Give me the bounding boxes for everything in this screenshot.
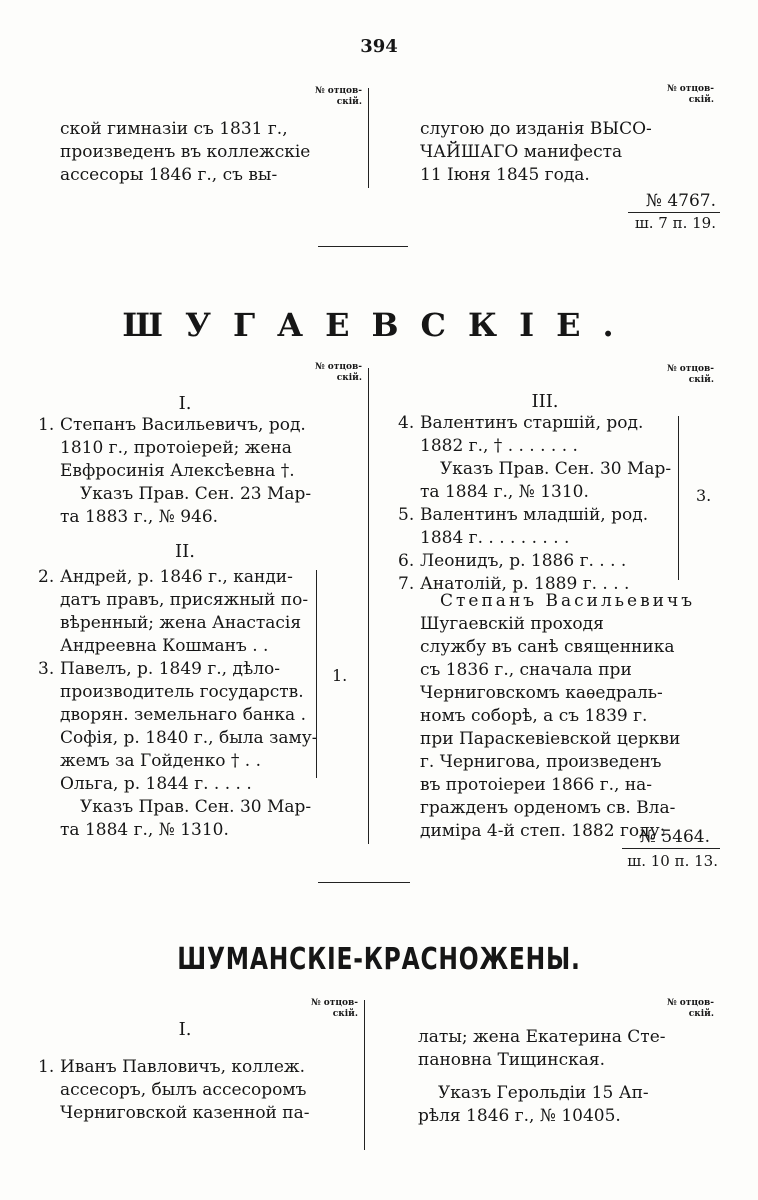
- text-line: та 1884 г., № 1310.: [420, 482, 589, 502]
- text-line: Валентинъ старшій, род.: [420, 413, 644, 433]
- text-line: при Параскевіевской церкви: [420, 729, 681, 749]
- text-line: Степанъ Васильевичъ: [440, 591, 696, 611]
- column-label-left: № отцов-скій.: [314, 362, 362, 383]
- generation-heading: III.: [531, 391, 559, 412]
- text-line: рѣля 1846 г., № 10405.: [418, 1106, 621, 1126]
- family-title: ШУМАНСКІЕ-КРАСНОЖЕНЫ.: [177, 942, 581, 977]
- column-label-left: № отцов-скій.: [314, 86, 362, 107]
- text-line: Степанъ Васильевичъ, род.: [60, 415, 306, 435]
- genealogy-entry: [38, 566, 342, 842]
- text-line: г. Чернигова, произведенъ: [420, 752, 662, 772]
- continuation-left-text: [60, 118, 310, 187]
- column-label-left: № отцов-скій.: [310, 998, 358, 1019]
- reference-rule: [622, 848, 720, 849]
- genealogy-entry-continued: [418, 1026, 666, 1128]
- text-line: слугою до изданія ВЫСО-: [420, 119, 652, 139]
- text-line: Андрей, р. 1846 г., канди-: [60, 567, 293, 587]
- text-line: Павелъ, р. 1849 г., дѣло-: [60, 659, 280, 679]
- text-line: та 1883 г., № 946.: [60, 507, 219, 527]
- entry-number: 1.: [38, 1057, 55, 1077]
- group-brace: [678, 416, 679, 580]
- section-separator: [318, 246, 408, 247]
- text-line: съ 1836 г., сначала при: [420, 660, 632, 680]
- genealogy-entry: [38, 414, 311, 529]
- entry-number: 1.: [38, 415, 55, 435]
- entry-number: 2.: [38, 567, 55, 587]
- text-line: диміра 4-й степ. 1882 году:: [420, 821, 666, 841]
- text-line: латы; жена Екатерина Сте-: [418, 1027, 666, 1047]
- generation-heading: II.: [175, 541, 195, 562]
- reference-number: № 5464.: [639, 827, 710, 847]
- text-line: Указъ Прав. Сен. 30 Мар-: [440, 459, 672, 479]
- genealogy-entry: [398, 412, 671, 596]
- text-line: та 1884 г., № 1310.: [60, 820, 229, 840]
- entry-number: 6.: [398, 551, 415, 571]
- family-title: ШУГАЕВСКІЕ.: [122, 306, 636, 344]
- text-line: произведенъ въ коллежскіе: [60, 142, 311, 162]
- reference-number: № 4767.: [645, 191, 716, 211]
- text-line: Указъ Прав. Сен. 23 Мар-: [80, 484, 312, 504]
- text-line: Указъ Герольдіи 15 Ап-: [438, 1083, 649, 1103]
- text-line: Валентинъ младшій, род.: [420, 505, 649, 525]
- text-line: вѣренный; жена Анастасія: [60, 613, 302, 633]
- entry-number: 4.: [398, 413, 415, 433]
- text-line: ЧАЙШАГО манифеста: [420, 142, 623, 162]
- column-label-right: № отцов-скій.: [666, 998, 714, 1019]
- text-line: 1882 г., † . . . . . . .: [420, 436, 578, 456]
- text-line: службу въ санѣ священника: [420, 637, 675, 657]
- text-line: Евфросинія Алексѣевна †.: [60, 461, 295, 481]
- text-line: производитель государств.: [60, 682, 304, 702]
- group-brace: [316, 570, 317, 778]
- text-line: 1884 г. . . . . . . . .: [420, 528, 570, 548]
- text-line: ской гимназіи съ 1831 г.,: [60, 119, 288, 139]
- text-line: Черниговской казенной па-: [60, 1103, 310, 1123]
- column-divider: [368, 368, 369, 844]
- text-line: Указъ Прав. Сен. 30 Мар-: [80, 797, 312, 817]
- text-line: Софія, р. 1840 г., была заму-: [60, 728, 318, 748]
- text-line: жемъ за Гойденко † . .: [60, 751, 262, 771]
- section-separator: [318, 882, 410, 883]
- page-number: 394: [360, 36, 398, 57]
- reference-location: ш. 7 п. 19.: [634, 214, 716, 232]
- reference-location: ш. 10 п. 13.: [627, 852, 718, 870]
- entry-number: 3.: [38, 659, 55, 679]
- entry-number: 7.: [398, 574, 415, 594]
- text-line: Леонидъ, р. 1886 г. . . .: [420, 551, 627, 571]
- genealogy-entry: [38, 1056, 310, 1125]
- text-line: 1810 г., протоіерей; жена: [60, 438, 292, 458]
- group-label: 3.: [696, 486, 712, 505]
- text-line: Андреевна Кошманъ . .: [60, 636, 269, 656]
- text-line: въ протоіереи 1866 г., на-: [420, 775, 653, 795]
- text-line: ассесоръ, былъ ассесоромъ: [60, 1080, 307, 1100]
- text-line: пановна Тищинская.: [418, 1050, 606, 1070]
- group-label: 1.: [332, 666, 348, 685]
- column-label-right: № отцов-скій.: [666, 84, 714, 105]
- text-line: ассесоры 1846 г., съ вы-: [60, 165, 278, 185]
- text-line: датъ правъ, присяжный по-: [60, 590, 309, 610]
- text-line: Черниговскомъ каѳедраль-: [420, 683, 663, 703]
- generation-heading: I.: [178, 393, 192, 414]
- continuation-right-text: [420, 118, 652, 187]
- text-line: Анатолій, р. 1889 г. . . .: [420, 574, 630, 594]
- text-line: дворян. земельнаго банка .: [60, 705, 306, 725]
- text-line: гражденъ орденомъ св. Вла-: [420, 798, 676, 818]
- column-label-right: № отцов-скій.: [666, 364, 714, 385]
- narrative-text: [420, 590, 695, 843]
- text-line: Ольга, р. 1844 г. . . . .: [60, 774, 252, 794]
- text-line: 11 Іюня 1845 года.: [420, 165, 590, 185]
- column-divider: [368, 88, 369, 188]
- text-line: номъ соборѣ, а съ 1839 г.: [420, 706, 648, 726]
- text-line: Иванъ Павловичъ, коллеж.: [60, 1057, 305, 1077]
- column-divider: [364, 1000, 365, 1150]
- entry-number: 5.: [398, 505, 415, 525]
- generation-heading: I.: [178, 1019, 192, 1040]
- text-line: Шугаевскій проходя: [420, 614, 604, 634]
